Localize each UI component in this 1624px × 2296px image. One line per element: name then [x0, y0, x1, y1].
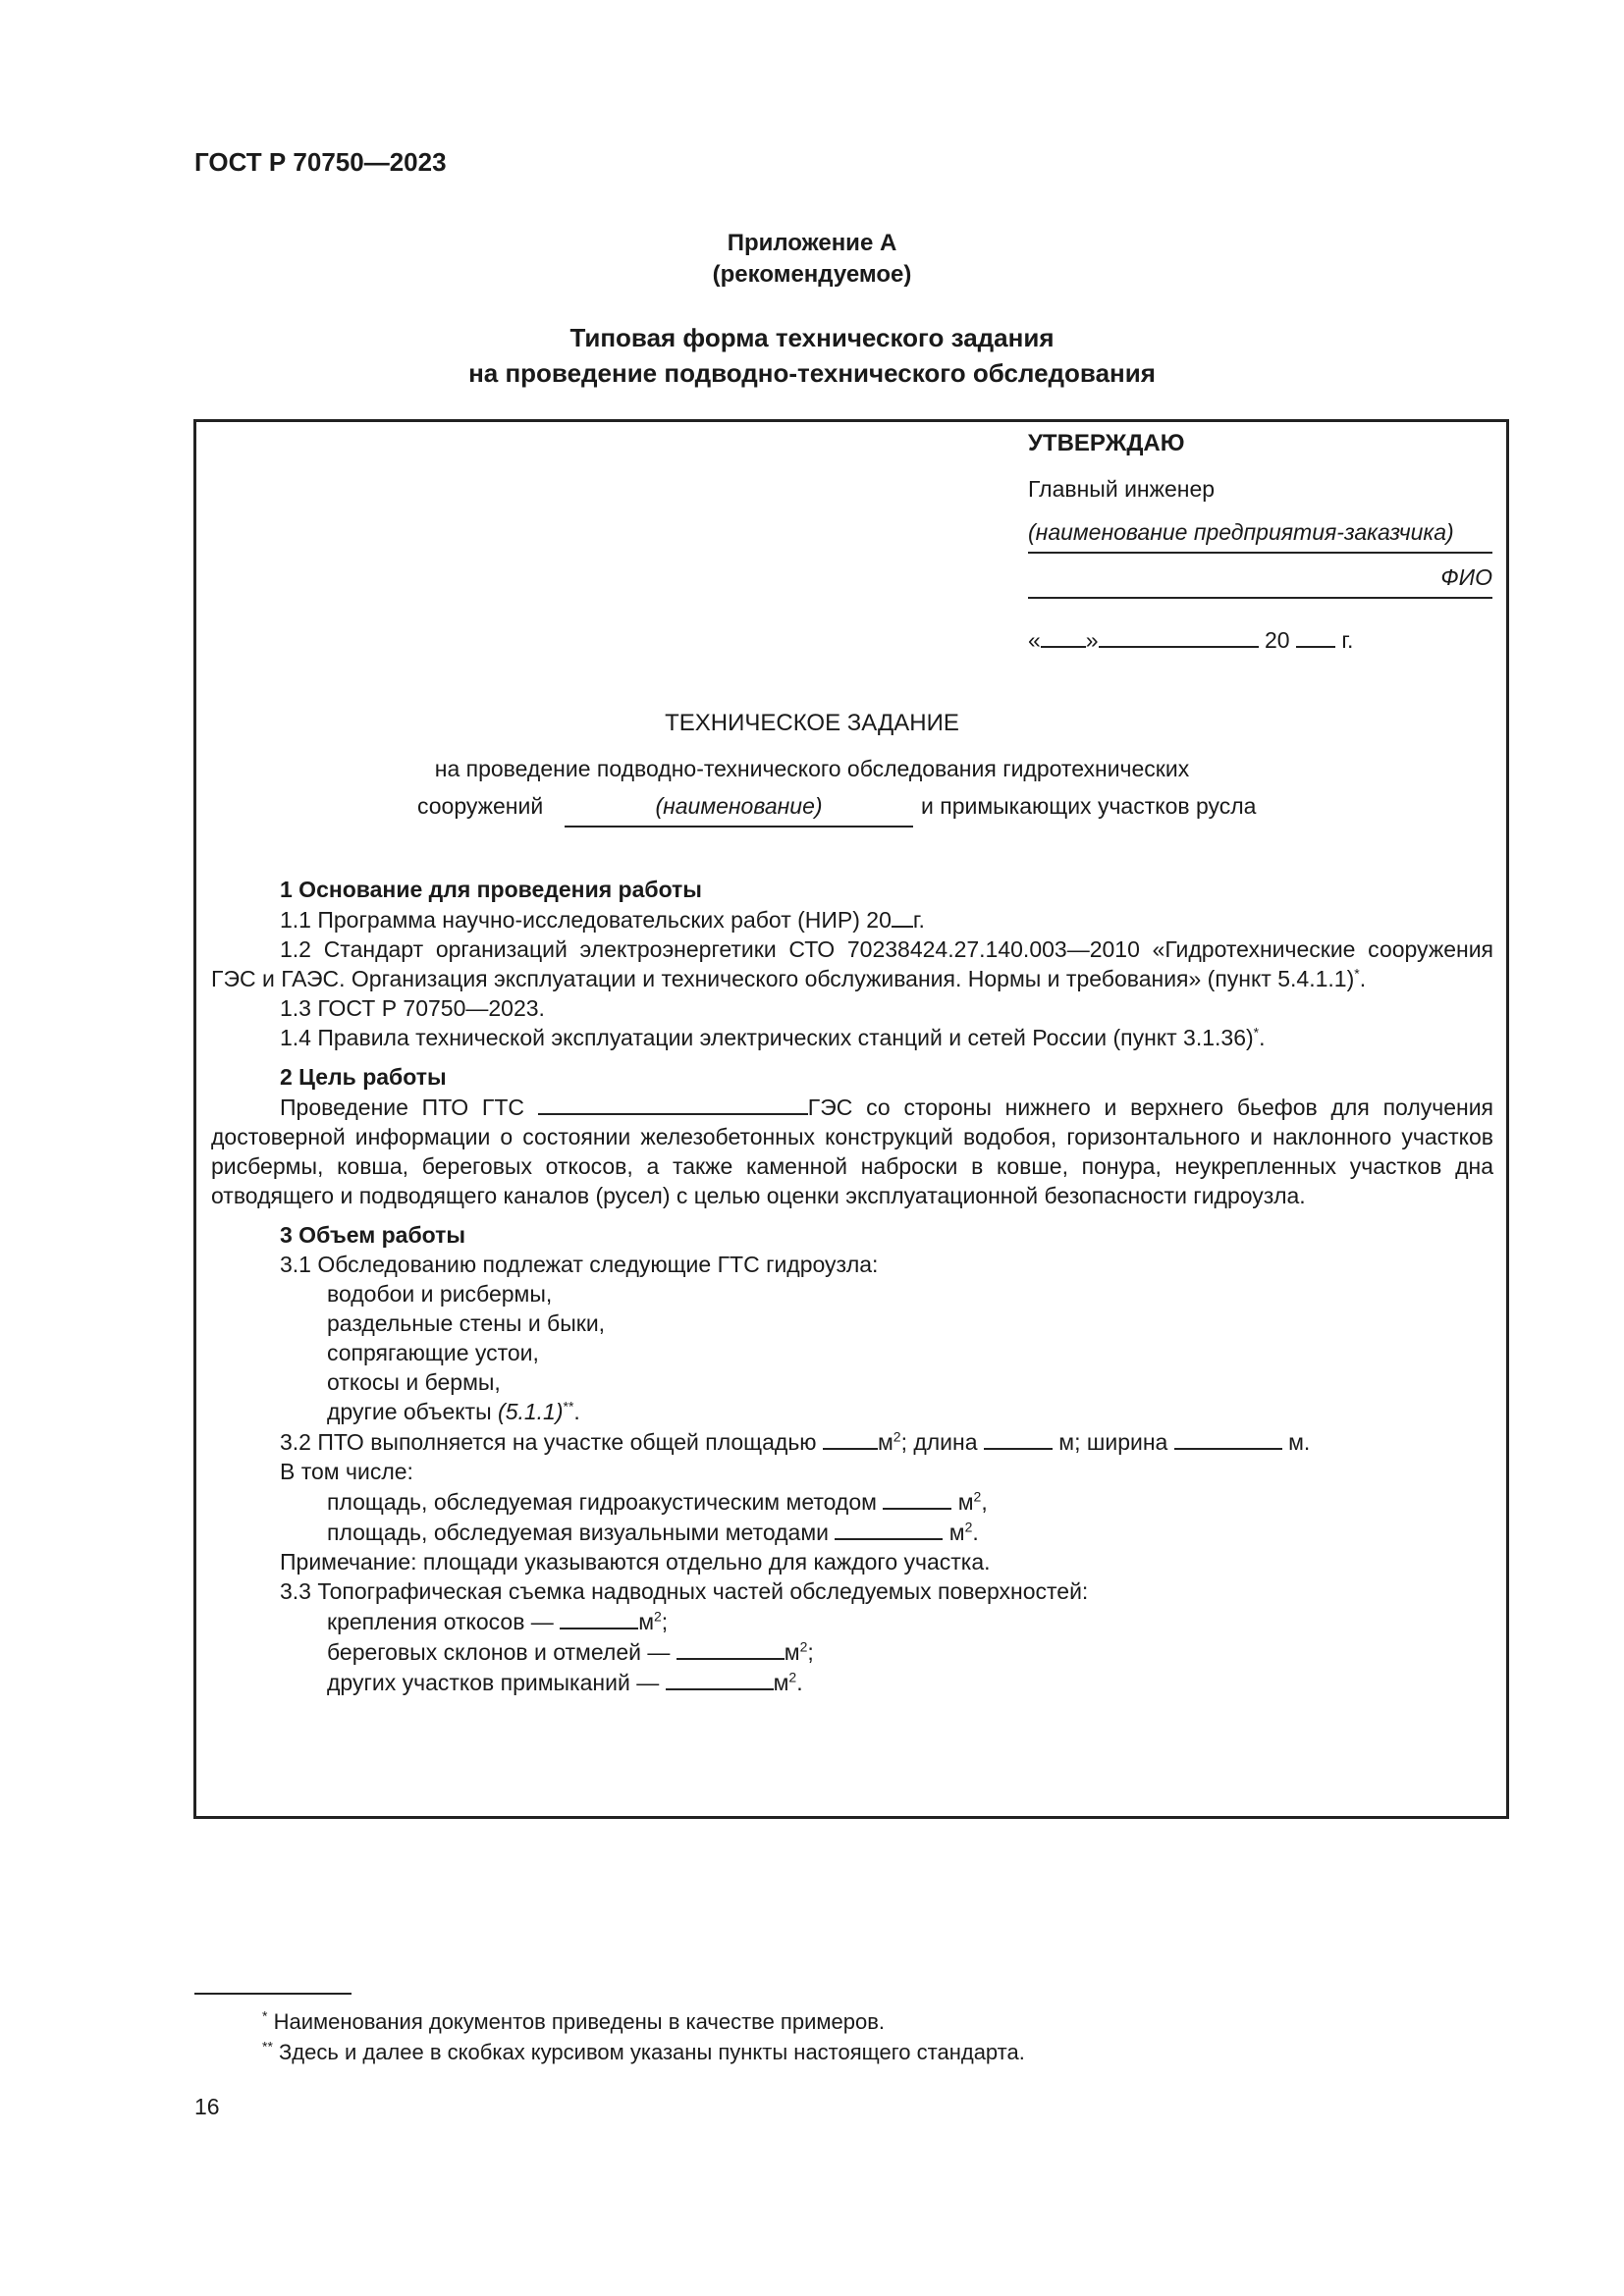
month-blank [1099, 624, 1259, 648]
footnote-1: * Наименования документов приведены в качестве примеров. [262, 2007, 885, 2034]
title-line-1: Типовая форма технического задания [569, 323, 1055, 352]
year-blank [1296, 624, 1335, 648]
item-3-2: 3.2 ПТО выполняется на участке общей площадью $м^2$; длина м; ширина м. [211, 1426, 1493, 1457]
appendix-status: (рекомендуемое) [712, 261, 912, 288]
topo-item: крепления откосов — $м^2$; [211, 1606, 1493, 1636]
approval-heading: УТВЕРЖДАЮ [1028, 430, 1185, 456]
item-3-1: 3.1 Обследованию подлежат следующие ГТС гидроузла: [280, 1252, 879, 1277]
item-1-4: 1.4 Правила технической эксплуатации электрических станций и сетей России (пункт 3.1.36)*. [280, 1024, 1266, 1050]
section-2-heading: 2 Цель работы [280, 1064, 447, 1090]
document-title [0, 320, 1624, 391]
approval-role: Главный инженер [1028, 476, 1216, 502]
item-3-3: 3.3 Топографическая съемка надводных частей обследуемых поверхностей: [280, 1578, 1089, 1604]
area-visual: площадь, обследуемая визуальными методами $м^2$. [211, 1517, 1493, 1547]
item-1-2: 1.2 Стандарт организаций электроэнергетики СТО 70238424.27.140.003—2010 «Гидротехнические сооружения ГЭС и ГАЭС. Организация эксплуатации и технического обслуживания. Нормы и требования» (пункт 5.4.1.1)*. [211, 936, 1493, 991]
tz-title: ТЕХНИЧЕСКОЕ ЗАДАНИЕ [665, 710, 959, 736]
section-3-heading: 3 Объем работы [280, 1222, 466, 1248]
topo-item: других участков примыканий — $м^2$. [211, 1667, 1493, 1697]
page-number: 16 [194, 2094, 220, 2119]
note: Примечание: площади указываются отдельно для каждого участка. [280, 1549, 991, 1575]
approval-fio: ФИО [1440, 564, 1492, 590]
structure-name-field: (наименование) [565, 793, 913, 828]
title-line-2: на проведение подводно-технического обследования [468, 358, 1156, 388]
day-blank [1041, 624, 1086, 648]
approval-date: « » 20 г. [1028, 624, 1492, 654]
section-1-heading: 1 Основание для проведения работы [280, 877, 702, 902]
approval-organization: (наименование предприятия-заказчика) [1028, 519, 1454, 545]
list-item: раздельные стены и быки, [327, 1310, 606, 1336]
document-body [211, 875, 1493, 1697]
incl-label: В том числе: [280, 1459, 413, 1484]
tz-subtitle-1: на проведение подводно-технического обследования гидротехнических [434, 756, 1190, 781]
item-1-3: 1.3 ГОСТ Р 70750—2023. [280, 995, 545, 1021]
list-item: другие объекты (5.1.1)**. [327, 1398, 580, 1424]
list-item: сопрягающие устои, [327, 1340, 539, 1365]
area-acoustic: площадь, обследуемая гидроакустическим методом $м^2$, [211, 1486, 1493, 1517]
footnote-divider [194, 1993, 352, 1995]
appendix-label: Приложение А [727, 230, 897, 256]
list-item: водобои и рисбермы, [327, 1281, 553, 1307]
organization-line [1028, 552, 1492, 554]
list-item: откосы и бермы, [327, 1369, 501, 1395]
document-code: ГОСТ Р 70750—2023 [194, 147, 447, 177]
hydro-name-blank [538, 1092, 808, 1115]
tz-subtitle-2: сооружений [417, 793, 544, 819]
footnote-2: ** Здесь и далее в скобках курсивом указаны пункты настоящего стандарта. [262, 2038, 1025, 2064]
topo-item: береговых склонов и отмелей — $м^2$; [211, 1636, 1493, 1667]
appendix-heading [0, 228, 1624, 291]
section-2-text: Проведение ПТО ГТС ГЭС со стороны нижнего и верхнего бьефов для получения достоверной информации о состоянии железобетонных конструкций водобоя, горизонтального и наклонного участков рисбермы, ковша, береговых откосов, а также каменной наброски в ковше, понура, неукрепленных участков дна отводящего и подводящего каналов (русел) с целью оценки эксплуатационной безопасности гидроузла. [211, 1092, 1493, 1210]
fio-line [1028, 597, 1492, 599]
tz-subtitle-3: и примыкающих участков русла [921, 793, 1257, 819]
item-1-1: 1.1 Программа научно-исследовательских работ (НИР) 20 г. [211, 904, 1493, 934]
